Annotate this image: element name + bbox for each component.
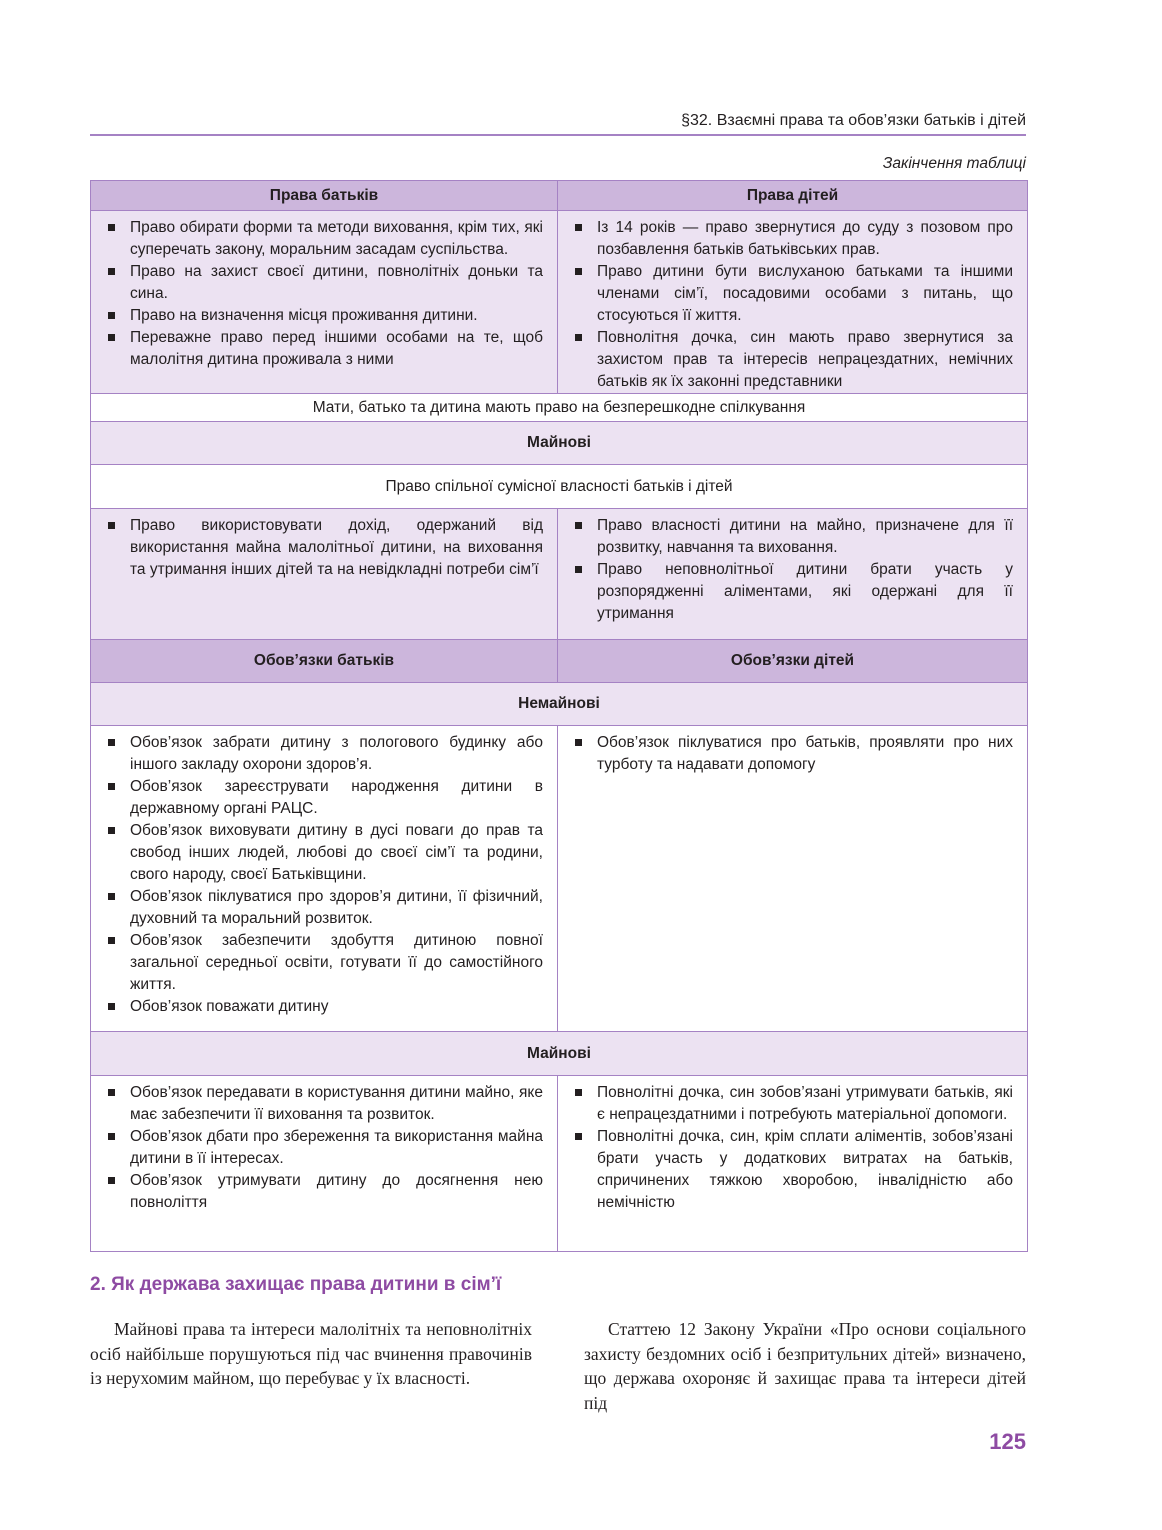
list-item-text: Обов’язок піклуватися про батьків, проявляти про них турботу та надавати допомогу (597, 734, 1013, 773)
list-item (106, 886, 543, 930)
list-item-text: Право дитини бути вислуханою батьками та іншими членами сім’ї, посадовими особами з питань, що стосуються її життя. (597, 263, 1013, 324)
parent-rights-nonproperty-cell (91, 211, 558, 394)
list-item (106, 776, 543, 820)
list-item (106, 327, 543, 371)
square-bullet-icon (108, 893, 115, 900)
square-bullet-icon (108, 224, 115, 231)
section-property-duties: Майнові (91, 1032, 1028, 1076)
square-bullet-icon (575, 739, 582, 746)
section-property-rights: Майнові (91, 422, 1028, 465)
list-item-text: Право на визначення місця проживання дитини. (130, 307, 478, 324)
square-bullet-icon (575, 566, 582, 573)
square-bullet-icon (108, 334, 115, 341)
list-item-text: Обов’язок піклуватися про здоров’я дитини, її фізичний, духовний та моральний розвиток. (130, 888, 543, 927)
list-item (106, 1126, 543, 1170)
list-item-text: Обов’язок поважати дитину (130, 998, 329, 1015)
list-item (106, 515, 543, 581)
square-bullet-icon (108, 783, 115, 790)
child-rights-nonproperty-list (558, 211, 1027, 393)
square-bullet-icon (575, 1133, 582, 1140)
parent-duties-property-cell (91, 1076, 558, 1252)
list-item-text: Обов’язок виховувати дитину в дусі поваги до прав та свобод інших людей, любові до своєї сім’ї та родини, свого народу, своєї Батьківщини. (130, 822, 543, 883)
square-bullet-icon (108, 312, 115, 319)
child-duties-property-cell (558, 1076, 1028, 1252)
square-bullet-icon (575, 268, 582, 275)
list-item-text: Обов’язок забрати дитину з пологового будинку або іншого закладу охорони здоров’я. (130, 734, 543, 773)
list-item (106, 261, 543, 305)
list-item (106, 1170, 543, 1214)
list-item (106, 820, 543, 886)
square-bullet-icon (108, 1089, 115, 1096)
list-item (106, 930, 543, 996)
square-bullet-icon (108, 827, 115, 834)
parent-duties-nonproperty-list (91, 726, 557, 1018)
list-item-text: Право власності дитини на майно, призначене для її розвитку, навчання та виховання. (597, 517, 1013, 556)
square-bullet-icon (108, 1003, 115, 1010)
header-divider (90, 134, 1026, 136)
list-item-text: Обов’язок забезпечити здобуття дитиною повної загальної середньої освіти, готувати її до самостійного життя. (130, 932, 543, 993)
square-bullet-icon (575, 224, 582, 231)
rights-duties-table (90, 180, 1028, 1252)
child-rights-property-list (558, 509, 1027, 625)
list-item (573, 217, 1013, 261)
list-item-text: Повнолітні дочка, син зобов’язані утримувати батьків, які є непрацездатними і потребують матеріальної допомоги. (597, 1084, 1013, 1123)
section-heading: 2. Як держава захищає права дитини в сім’ї (90, 1274, 502, 1295)
table-caption: Закінчення таблиці (882, 155, 1026, 172)
parent-duties-nonproperty-cell (91, 726, 558, 1032)
list-item-text: Повнолітні дочка, син, крім сплати аліментів, зобов’язані брати участь у додаткових витратах на батьків, спричинених тяжкою хворобою, інвалідністю або немічністю (597, 1128, 1013, 1211)
list-item (573, 1082, 1013, 1126)
square-bullet-icon (575, 334, 582, 341)
square-bullet-icon (108, 522, 115, 529)
square-bullet-icon (108, 1177, 115, 1184)
shared-property-right: Право спільної сумісної власності батьків і дітей (91, 465, 1028, 509)
list-item-text: Право використовувати дохід, одержаний від використання майна малолітньої дитини, на виховання та утримання інших дітей та на невідкладні потреби сім’ї (130, 517, 543, 578)
list-item-text: Із 14 років — право звернутися до суду з позовом про позбавлення батьків батьківських прав. (597, 219, 1013, 258)
parent-rights-property-cell (91, 509, 558, 640)
list-item-text: Обов’язок дбати про збереження та використання майна дитини в її інтересах. (130, 1128, 543, 1167)
parent-duties-property-list (91, 1076, 557, 1214)
list-item (106, 732, 543, 776)
list-item-text: Переважне право перед іншими особами на те, щоб малолітня дитина проживала з ними (130, 329, 543, 368)
list-item-text: Право на захист своєї дитини, повнолітніх доньки та сина. (130, 263, 543, 302)
child-duties-property-list (558, 1076, 1027, 1214)
parent-rights-property-list (91, 509, 557, 581)
section-nonproperty-duties: Немайнові (91, 683, 1028, 726)
square-bullet-icon (575, 1089, 582, 1096)
header-child-duties: Обов’язки дітей (558, 640, 1028, 683)
list-item-text: Право неповнолітньої дитини брати участь у розпорядженні аліментами, які одержані для її утримання (597, 561, 1013, 622)
list-item (573, 732, 1013, 776)
body-paragraph-left: Майнові права та інтереси малолітніх та неповнолітніх осіб найбільше порушуються під час вчинення правочинів із нерухомим майном, що перебуває у їх власності. (90, 1319, 532, 1388)
list-item (573, 327, 1013, 393)
child-duties-nonproperty-cell (558, 726, 1028, 1032)
list-item (106, 305, 543, 327)
square-bullet-icon (108, 739, 115, 746)
list-item (573, 559, 1013, 625)
child-rights-property-cell (558, 509, 1028, 640)
square-bullet-icon (108, 268, 115, 275)
header-parent-rights: Права батьків (91, 181, 558, 211)
list-item-text: Право обирати форми та методи виховання, крім тих, які суперечать закону, моральним засадам суспільства. (130, 219, 543, 258)
list-item-text: Обов’язок зареєструвати народження дитини в державному органі РАЦС. (130, 778, 543, 817)
square-bullet-icon (575, 522, 582, 529)
running-header: §32. Взаємні права та обов’язки батьків і дітей (681, 112, 1026, 129)
list-item (573, 1126, 1013, 1214)
child-duties-nonproperty-list (558, 726, 1027, 776)
list-item (573, 261, 1013, 327)
child-rights-nonproperty-cell (558, 211, 1028, 394)
square-bullet-icon (108, 937, 115, 944)
parent-rights-nonproperty-list (91, 211, 557, 371)
square-bullet-icon (108, 1133, 115, 1140)
page-number: 125 (989, 1429, 1026, 1454)
list-item (106, 217, 543, 261)
list-item-text: Повнолітня дочка, син мають право звернутися за захистом прав та інтересів непрацездатних, немічних батьків як їх законні представники (597, 329, 1013, 390)
body-paragraph-right: Статтею 12 Закону України «Про основи соціального захисту бездомних осіб і безпритульних дітей» визначено, що держава охороняє й захищає права та інтереси дітей під (584, 1319, 1026, 1413)
header-parent-duties: Обов’язки батьків (91, 640, 558, 683)
list-item-text: Обов’язок утримувати дитину до досягнення нею повноліття (130, 1172, 543, 1211)
list-item (106, 996, 543, 1018)
list-item-text: Обов’язок передавати в користування дитини майно, яке має забезпечити її виховання та розвиток. (130, 1084, 543, 1123)
shared-communication-right: Мати, батько та дитина мають право на безперешкодне спілкування (91, 394, 1028, 422)
list-item (573, 515, 1013, 559)
list-item (106, 1082, 543, 1126)
header-child-rights: Права дітей (558, 181, 1028, 211)
